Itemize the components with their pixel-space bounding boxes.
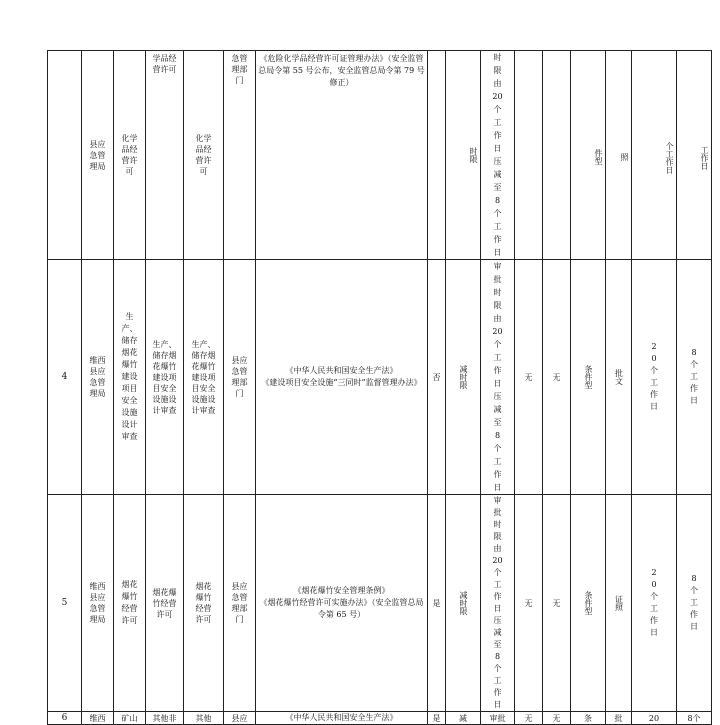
legal-basis-cell: 《中华人民共和国安全生产法》 《建设项目安全设施“三同时”监督管理办法》 (256, 260, 428, 495)
table-row (48, 712, 712, 725)
row-number (48, 51, 82, 260)
office-cell: 县应 急管 理部 门 (224, 260, 256, 495)
matter-cell: 烟花 爆竹 经营 许可 (184, 495, 224, 712)
days-original-cell: 个工作日 (632, 51, 677, 260)
days-original-cell: 20个工作日 (632, 260, 677, 495)
reform-mode-cell: 减时限 (446, 495, 481, 712)
item-name-cell: 生产、储存烟花爆竹建设项目安全设施设计审查 (114, 260, 146, 495)
office-cell: 急管 理部 门 (224, 51, 256, 260)
blank-cell (515, 51, 543, 260)
time-limit-cell: 时限由20个工作日压减至8个工作日 (481, 51, 515, 260)
other-cell: 无 (515, 712, 543, 725)
legal-basis-cell: 《中华人民共和国安全生产法》 (256, 712, 428, 725)
department-cell: 维西 县应 急管 理局 (82, 495, 114, 712)
other-cell: 无 (543, 495, 571, 712)
days-reduced-cell: 工作日 (677, 51, 712, 260)
row-number: 6 (48, 712, 82, 725)
table-row (48, 51, 712, 260)
document-cell: 照 (606, 51, 632, 260)
other-cell: 无 (543, 712, 571, 725)
type-cell: 条 (571, 712, 606, 725)
yes-no-cell: 是 (428, 495, 446, 712)
item-name-cell: 化学 品经 营许 可 (114, 51, 146, 260)
matter-cell: 生产、 储存烟 花爆竹 建设项 目安全 设施设 计审查 (184, 260, 224, 495)
yes-no-cell (428, 51, 446, 260)
yes-no-cell: 是 (428, 712, 446, 725)
days-reduced-cell: 8个 (677, 712, 712, 725)
days-original-cell: 20个工作日 (632, 495, 677, 712)
type-cell: 件型 (571, 51, 606, 260)
days-reduced-cell: 8个工作日 (677, 495, 712, 712)
reform-mode-cell: 时限 (446, 51, 481, 260)
type-cell: 条件型 (571, 260, 606, 495)
matter-cell: 化学 品经 营许 可 (184, 51, 224, 260)
item-name-cell: 烟花爆竹经营许可 (114, 495, 146, 712)
table-row (48, 495, 712, 712)
row-number: 5 (48, 495, 82, 712)
office-cell: 县应 急管 理部 门 (224, 495, 256, 712)
sub-item-cell: 烟花爆 竹经营 许可 (146, 495, 184, 712)
other-cell: 无 (515, 495, 543, 712)
sub-item-cell: 生产、 储存烟 花爆竹 建设项 目安全 设施设 计审查 (146, 260, 184, 495)
other-cell: 无 (515, 260, 543, 495)
time-limit-cell: 审批时限由20个工作日压减至8个工作日 (481, 260, 515, 495)
row-number: 4 (48, 260, 82, 495)
reform-mode-cell: 减时限 (446, 260, 481, 495)
department-cell: 县应 急管 理局 (82, 51, 114, 260)
office-cell: 县应 (224, 712, 256, 725)
days-original-cell: 20 (632, 712, 677, 725)
yes-no-cell: 否 (428, 260, 446, 495)
time-limit-cell: 审批 (481, 712, 515, 725)
sub-item-cell: 学品经 营许可 (146, 51, 184, 260)
document-cell: 证照 (606, 495, 632, 712)
approval-items-table (47, 50, 712, 725)
matter-cell: 其他 (184, 712, 224, 725)
sub-item-cell: 其他非 (146, 712, 184, 725)
document-cell: 批文 (606, 260, 632, 495)
department-cell: 维西 县应 急管 理局 (82, 260, 114, 495)
reform-mode-cell: 减 (446, 712, 481, 725)
time-limit-cell: 审批时限由20个工作日压减至8个工作日 (481, 495, 515, 712)
days-reduced-cell: 8个工作日 (677, 260, 712, 495)
legal-basis-cell: 《危险化学品经营许可证管理办法》（安全监管总局令第 55 号公布，安全监管总局令第 79 号修正） (256, 51, 428, 260)
table-row (48, 260, 712, 495)
type-cell: 条件型 (571, 495, 606, 712)
department-cell: 维西 (82, 712, 114, 725)
item-name-cell: 矿山 (114, 712, 146, 725)
document-cell: 批 (606, 712, 632, 725)
legal-basis-cell: 《烟花爆竹安全管理条例》 《烟花爆竹经营许可实施办法》（安全监管总局令第 65 号） (256, 495, 428, 712)
other-cell: 无 (543, 260, 571, 495)
blank-cell (543, 51, 571, 260)
